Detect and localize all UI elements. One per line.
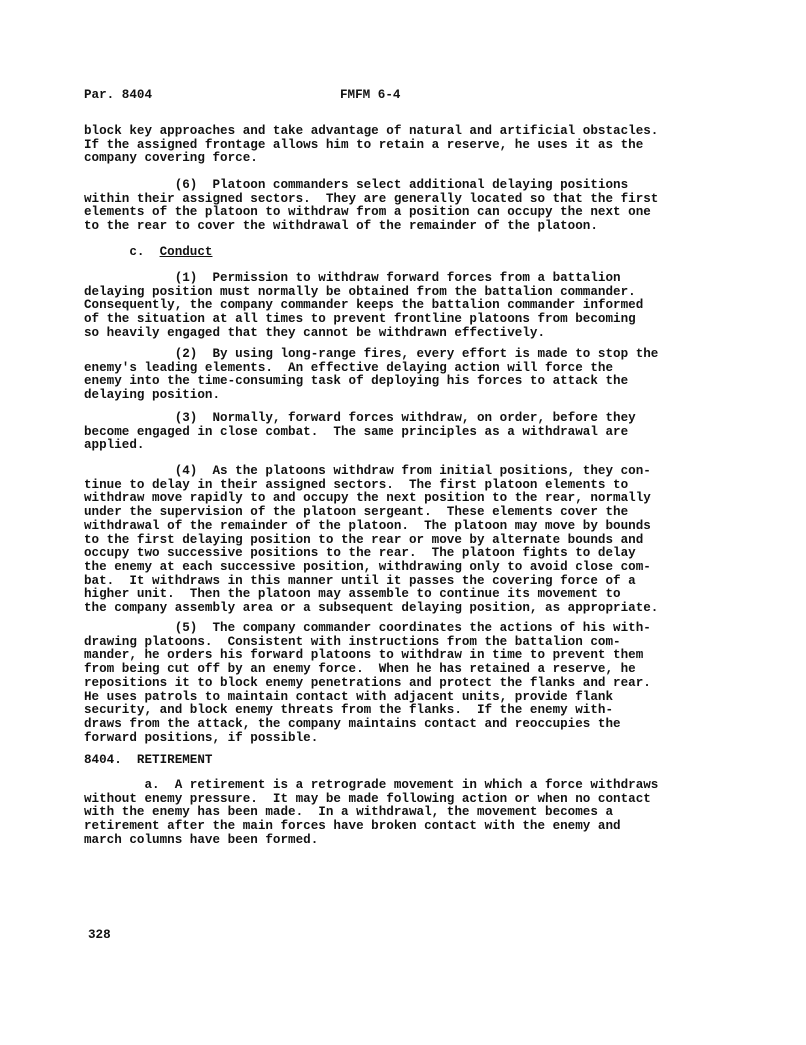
subsection-heading-conduct: [84, 246, 684, 260]
subsection-title: Conduct: [159, 245, 213, 259]
paragraph-5: (5) The company commander coordinates the actions of his with- drawing platoons. Consistent with instructions from the battalion com- mander, he orders his forward platoons to withdraw in time to prevent them from being cut off by an enemy force. When he has retained a reserve, he repositions it to block enemy penetrations and protect the flanks and rear. He uses patrols to maintain contact with adjacent units, provide flank security, and block enemy threats from the flanks. If the enemy with- draws from the attack, the company maintains contact and reoccupies the forward positions, if possible.: [84, 621, 651, 745]
page-header: [84, 89, 684, 103]
paragraph-2: (2) By using long-range fires, every effort is made to stop the enemy's leading elements. An effective delaying action will force the enemy into the time-consuming task of deploying his forces to attack the delaying position.: [84, 347, 659, 403]
paragraph-6: (6) Platoon commanders select additional delaying positions within their assigned sectors. They are generally located so that the first elements of the platoon to withdraw from a position can occupy the next one to the rear to cover the withdrawal of the remainder of the platoon.: [84, 178, 659, 234]
subsection-letter: c.: [84, 245, 160, 259]
paragraph-reference: Par. 8404: [84, 88, 153, 102]
paragraph-4: (4) As the platoons withdraw from initial positions, they con- tinue to delay in their assigned sectors. The first platoon elements to withdraw move rapidly to and occupy the next position to the rear, normally under the supervision of the platoon sergeant. These elements cover the withdrawal of the remainder of the platoon. The platoon may move by bounds to the first delaying position to the rear or move by alternate bounds and occupy two successive positions to the rear. The platoon fights to delay the enemy at each successive position, withdrawing only to avoid close com- bat. It withdraws in this manner until it passes the covering force of a higher unit. Then the platoon may assemble to continue its movement to the company assembly area or a subsequent delaying position, as appropriate.: [84, 464, 659, 616]
paragraph-continuation: block key approaches and take advantage of natural and artificial obstacles. If the assigned frontage allows him to retain a reserve, he uses it as the company covering force.: [84, 124, 659, 166]
paragraph-1: (1) Permission to withdraw forward forces from a battalion delaying position must normally be obtained from the battalion commander. Consequently, the company commander keeps the battalion commander informed of the situation at all times to prevent frontline platoons from becoming so heavily engaged that they cannot be withdrawn effectively.: [84, 271, 644, 340]
paragraph-3: (3) Normally, forward forces withdraw, on order, before they become engaged in close combat. The same principles as a withdrawal are applied.: [84, 411, 636, 453]
section-heading-retirement: 8404. RETIREMENT: [84, 753, 213, 767]
manual-identifier: FMFM 6-4: [340, 88, 401, 102]
page-number: 328: [88, 928, 111, 942]
paragraph-a: a. A retirement is a retrograde movement in which a force withdraws without enemy pressure. It may be made following action or when no contact with the enemy has been made. In a withdrawal, the movement becomes a retirement after the main forces have broken contact with the enemy and march columns have been formed.: [84, 778, 659, 847]
